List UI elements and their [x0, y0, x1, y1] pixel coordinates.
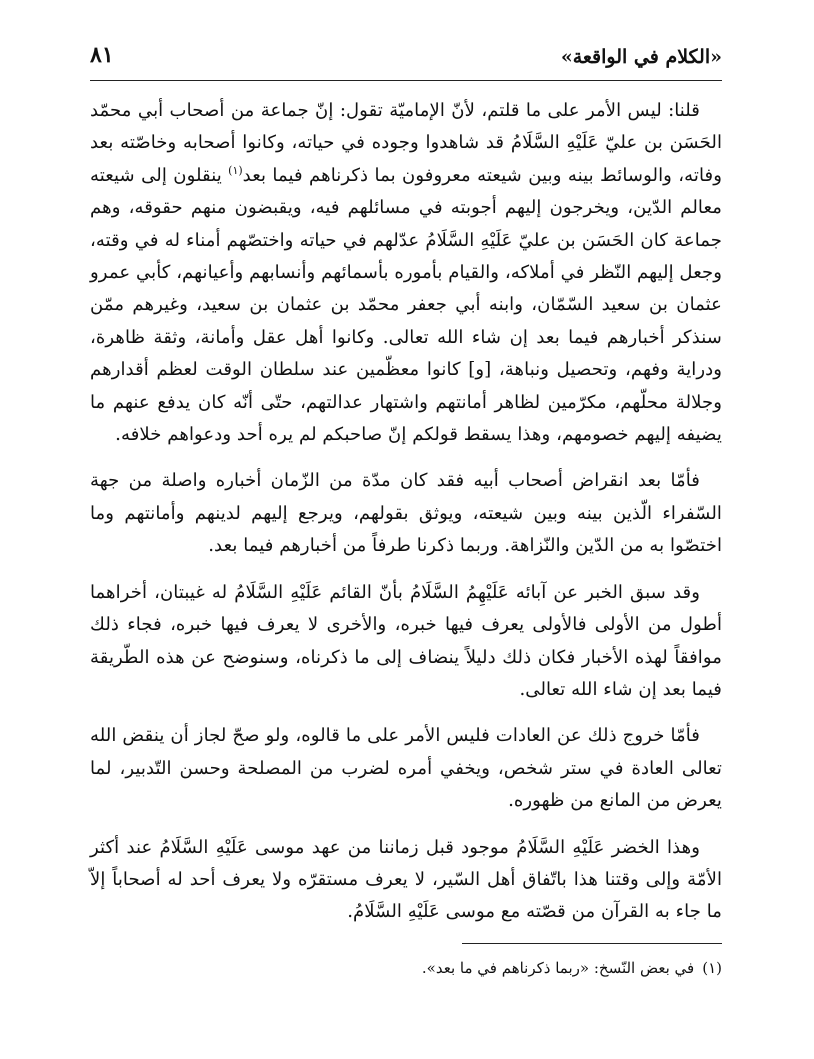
footnote-text: في بعض النّسخ: «ربما ذكرناهم في ما بعد».: [421, 958, 695, 977]
running-header: [90, 40, 722, 81]
running-title: «الكلام في الواقعة»: [560, 46, 722, 68]
paragraph: وقد سبق الخبر عن آبائه عَلَيْهِمُ السَّلَامُ بأنّ القائم عَلَيْهِ السَّلَامُ له غيبتان، أخراهما أطول من الأولى فالأولى يعرف فيها خبره، والأخرى لا يعرف فيها خبره، فجاء ذلك موافقاً لهذه الأخبار فكان ذلك دليلاً ينضاف إلى ما ذكرناه، وسنوضح عن هذه الطّريقة فيما بعد إن شاء الله تعالى.: [90, 581, 722, 700]
paragraph: وهذا الخضر عَلَيْهِ السَّلَامُ موجود قبل زماننا من عهد موسى عَلَيْهِ السَّلَامُ عند أكثر الأمّة وإلى وقتنا هذا باتّفاق أهل السّير، لا يعرف مستقرّه ولا يعرف أحد له أصحاباً إلاّ ما جاء به القرآن من قصّته مع موسى عَلَيْهِ السَّلَامُ.: [90, 836, 722, 923]
footnote-number: (١): [702, 958, 722, 977]
paragraph-text: قلنا: ليس الأمر على ما قلتم، لأنّ الإماميّة تقول: إنّ جماعة من أصحاب أبي محمّد الحَسَن بن عليّ عَلَيْهِ السَّلَامُ قد شاهدوا وجوده في حياته، وكانوا أصحابه وخاصّته بعد وفاته، والوسائط بينه وبين شيعته معروفون بما ذكرناهم فيما بعد: [90, 100, 722, 186]
paragraph: فأمّا خروج ذلك عن العادات فليس الأمر على ما قالوه، ولو صحّ لجاز أن ينقض الله تعالى العادة في ستر شخص، ويخفي أمره لضرب من المصلحة وحسن التّدبير، لما يعرض من المانع من ظهوره.: [90, 725, 722, 812]
footnote-divider: [462, 943, 722, 944]
footnote-reference: (١): [228, 163, 243, 177]
paragraph: فأمّا بعد انقراض أصحاب أبيه فقد كان مدّة من الزّمان أخباره واصلة من جهة السّفراء الّذين بينه وبين شيعته، ويوثق بقولهم، ويرجع إليهم لدينهم وأمانتهم وما اختصّوا به من الدّين والنّزاهة. وربما ذكرنا طرفاً من أخبارهم فيما بعد.: [90, 470, 722, 557]
book-page: [90, 40, 722, 1039]
page-number: ٨١: [90, 42, 114, 68]
body-text: [90, 95, 722, 929]
paragraph: [90, 95, 722, 451]
footnote: [90, 956, 722, 980]
paragraph-text: ينقلون إلى شيعته معالم الدّين، ويخرجون إليهم أجوبته في مسائلهم فيه، ويقبضون منهم حقوقه، وهم جماعة كان الحَسَن بن عليّ عَلَيْهِ السَّلَامُ عدّلهم في حياته واختصّهم أمناء له في وقته، وجعل إليهم النّظر في أملاكه، والقيام بأموره بأسمائهم وأنسابهم وأعيانهم، كأبي عمرو عثمان بن سعيد السّمّان، وابنه أبي جعفر محمّد بن عثمان بن سعيد، وغيرهم ممّن سنذكر أخبارهم فيما بعد إن شاء الله تعالى. وكانوا أهل عقل وأمانة، وثقة ظاهرة، ودراية وفهم، وتحصيل ونباهة، [و] كانوا معظّمين عند سلطان الوقت لعظم أقدارهم وجلالة محلّهم، مكرّمين لظاهر أمانتهم واشتهار عدالتهم، حتّى أنّه كان يدفع عنهم ما يضيفه إليهم خصومهم، وهذا يسقط قولكم إنّ صاحبكم لم يره أحد ودعواهم خلافه.: [90, 164, 722, 446]
